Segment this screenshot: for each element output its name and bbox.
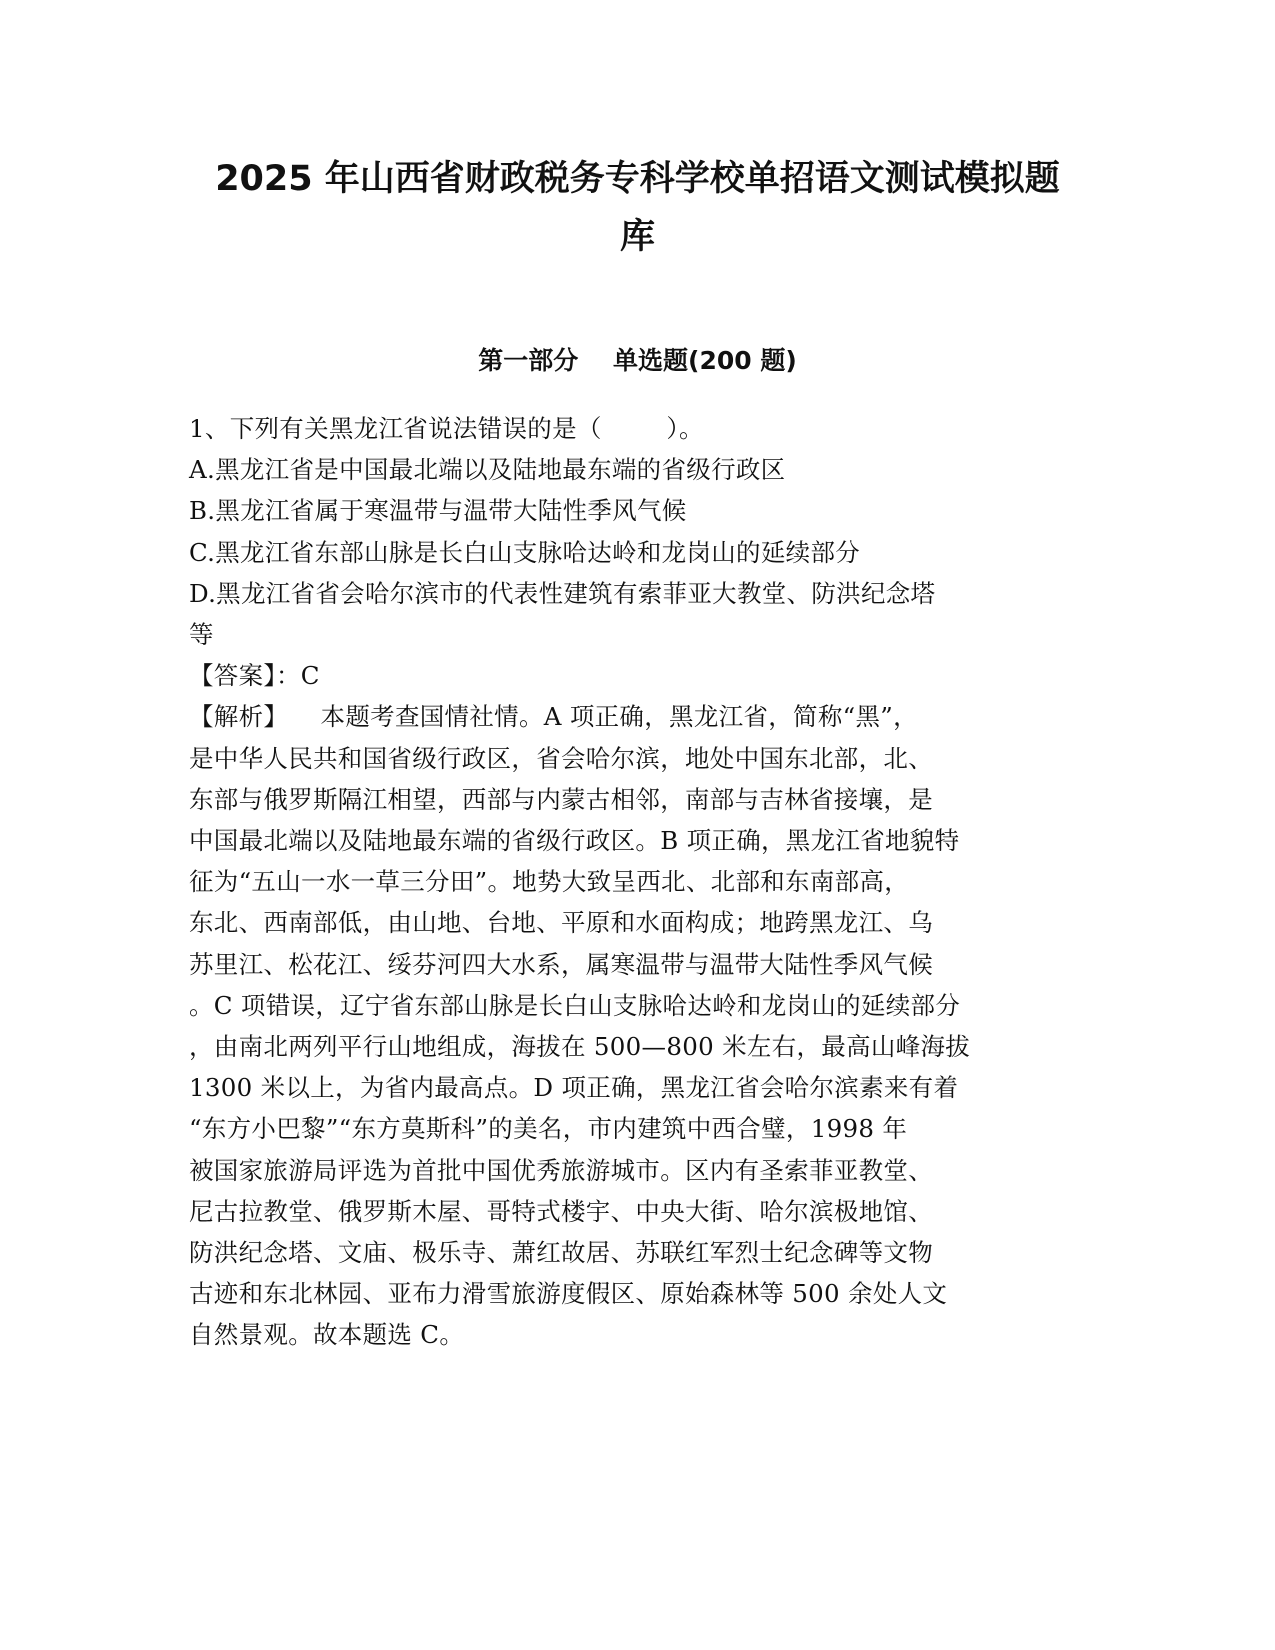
analysis-line: 古迹和东北林园、亚布力滑雪旅游度假区、原始森林等 500 余处人文 [189,1279,948,1309]
analysis-line: 防洪纪念塔、文庙、极乐寺、萧红故居、苏联红军烈士纪念碑等文物 [189,1238,933,1268]
question-stem: 1、下列有关黑龙江省说法错误的是（ ）。 [189,414,704,443]
analysis-line: “东方小巴黎”“东方莫斯科”的美名，市内建筑中西合璧，1998 年 [189,1114,908,1144]
analysis-line: 苏里江、松花江、绥芬河四大水系，属寒温带与温带大陆性季风气候 [189,949,933,979]
document-title-line-2: 库 [619,217,655,257]
option-a: A.黑龙江省是中国最北端以及陆地最东端的省级行政区 [189,455,786,485]
analysis-line: 自然景观。故本题选 C。 [189,1320,465,1350]
analysis-line: 【解析】 本题考查国情社情。A 项正确，黑龙江省，简称“黑”， [189,702,918,732]
question-block [189,408,1079,1356]
option-b: B.黑龙江省属于寒温带与温带大陆性季风气候 [189,496,687,526]
analysis-line: 中国最北端以及陆地最东端的省级行政区。B 项正确，黑龙江省地貌特 [189,826,960,856]
analysis-line: 是中华人民共和国省级行政区，省会哈尔滨，地处中国东北部，北、 [189,743,933,773]
answer-line: 【答案】：C [189,661,320,691]
option-d: D.黑龙江省省会哈尔滨市的代表性建筑有索菲亚大教堂、防洪纪念塔 [189,578,936,608]
analysis-line: 被国家旅游局评选为首批中国优秀旅游城市。区内有圣索菲亚教堂、 [189,1155,933,1185]
option-c: C.黑龙江省东部山脉是长白山支脉哈达岭和龙岗山的延续部分 [189,537,861,567]
analysis-line: 征为“五山一水一草三分田”。地势大致呈西北、北部和东南部高， [189,867,910,897]
analysis-line: 东北、西南部低，由山地、台地、平原和水面构成；地跨黑龙江、乌 [189,908,933,938]
document-title [150,150,1125,266]
analysis-line: 尼古拉教堂、俄罗斯木屋、哥特式楼宇、中央大街、哈尔滨极地馆、 [189,1196,933,1226]
section-heading: 第一部分 单选题(200 题) [478,346,797,375]
analysis-line: 东部与俄罗斯隔江相望，西部与内蒙古相邻，南部与吉林省接壤，是 [189,784,933,814]
analysis-line: 。C 项错误，辽宁省东部山脉是长白山支脉哈达岭和龙岗山的延续部分 [189,990,961,1020]
option-d-continuation: 等 [189,620,214,650]
analysis-line: 1300 米以上，为省内最高点。D 项正确，黑龙江省会哈尔滨素来有着 [189,1073,959,1103]
analysis-line: ，由南北两列平行山地组成，海拔在 500—800 米左右，最高山峰海拔 [189,1032,971,1062]
document-title-line-1: 2025 年山西省财政税务专科学校单招语文测试模拟题 [215,159,1060,199]
